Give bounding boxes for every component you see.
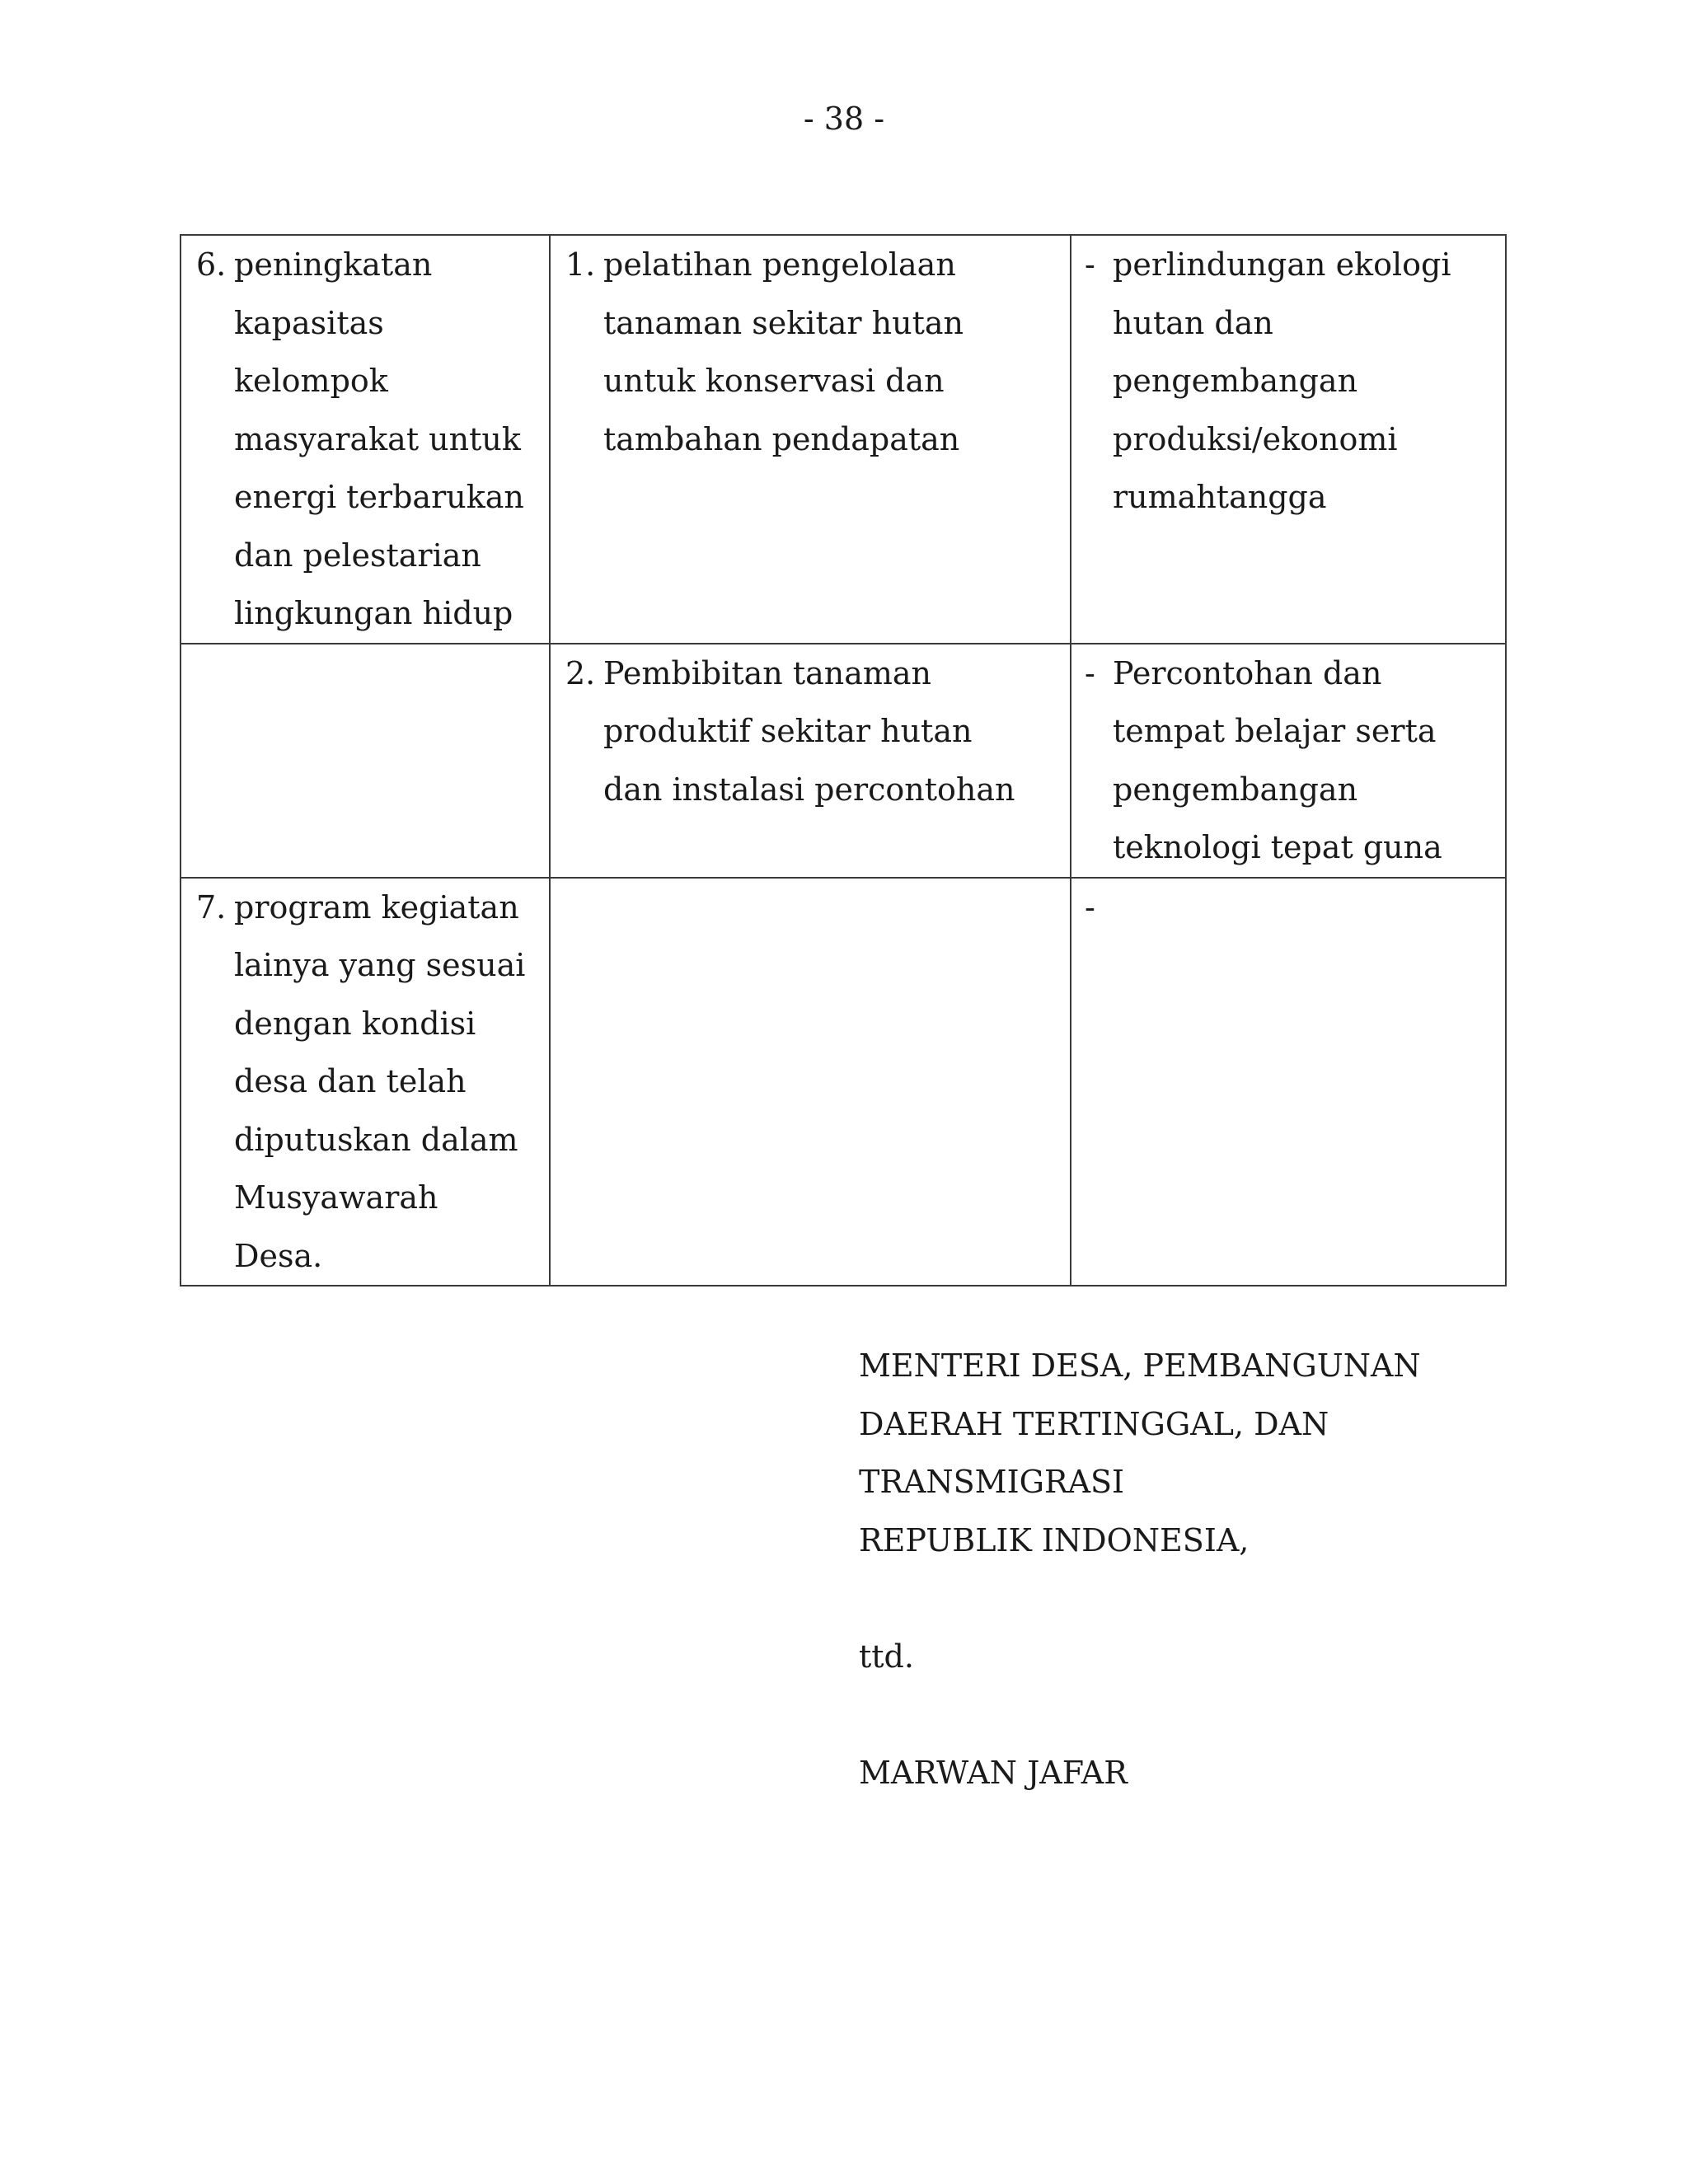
signatory-office-line: TRANSMIGRASI <box>859 1464 1125 1500</box>
text-line: teknologi tepat guna <box>1113 829 1442 865</box>
text-line: program kegiatan <box>234 888 519 926</box>
text-line: tambahan pendapatan <box>603 420 960 457</box>
list-item <box>181 879 549 1286</box>
text-line: lingkungan hidup <box>234 595 513 631</box>
text-line: dan instalasi percontohan <box>603 771 1015 808</box>
text-line: Desa. <box>234 1237 323 1274</box>
signatory-office-line: REPUBLIK INDONESIA, <box>859 1521 1250 1558</box>
signed-note: ttd. <box>859 1638 914 1675</box>
text-line: kapasitas <box>234 304 384 341</box>
text-line: pengembangan <box>1113 363 1358 399</box>
activity-cell <box>550 235 1071 644</box>
text-line: tempat belajar serta <box>1113 713 1437 749</box>
list-item <box>551 236 1070 468</box>
text-line: masyarakat untuk <box>234 420 521 457</box>
bullet-dash: - <box>1085 654 1095 691</box>
signatory-office-line: MENTERI DESA, PEMBANGUNAN <box>859 1347 1421 1384</box>
output-cell <box>1071 878 1506 1286</box>
output-cell <box>1071 235 1506 644</box>
bullet-dash: - <box>1085 246 1095 283</box>
item-number: 2. <box>565 654 596 691</box>
item-number: 7. <box>196 888 227 926</box>
text-line: dan pelestarian <box>234 537 481 574</box>
text-line: diputuskan dalam <box>234 1121 518 1158</box>
text-line: kelompok <box>234 363 388 399</box>
text-line: tanaman sekitar hutan <box>603 304 964 341</box>
text-line: perlindungan ekologi <box>1113 246 1451 283</box>
item-number: 1. <box>565 246 596 283</box>
text-line: produktif sekitar hutan <box>603 713 973 749</box>
text-line: energi terbarukan <box>234 479 524 515</box>
program-cell <box>181 878 550 1286</box>
activity-cell <box>550 878 1071 1286</box>
text-line: lainya yang sesuai <box>234 947 526 983</box>
list-item <box>551 644 1070 819</box>
list-item <box>1071 879 1505 937</box>
signatory-office-line: DAERAH TERTINGGAL, DAN <box>859 1405 1329 1442</box>
activity-cell <box>550 644 1071 878</box>
list-item <box>181 236 549 643</box>
text-line: Musyawarah <box>234 1179 438 1216</box>
signature-block <box>859 1337 1421 1802</box>
table-row <box>181 644 1506 878</box>
table-row <box>181 878 1506 1286</box>
table-row <box>181 235 1506 644</box>
text-line: pengembangan <box>1113 771 1358 808</box>
program-cell <box>181 644 550 878</box>
text-line: hutan dan <box>1113 304 1273 341</box>
output-cell <box>1071 644 1506 878</box>
text-line: dengan kondisi <box>234 1005 476 1042</box>
program-cell <box>181 235 550 644</box>
text-line: Percontohan dan <box>1113 654 1382 691</box>
text-line <box>1113 879 1498 937</box>
text-line: produksi/ekonomi <box>1113 420 1398 457</box>
list-item <box>1071 644 1505 877</box>
list-item <box>1071 236 1505 527</box>
text-line: rumahtangga <box>1113 479 1327 515</box>
text-line: untuk konservasi dan <box>603 363 945 399</box>
item-number: 6. <box>196 246 227 283</box>
signatory-name: MARWAN JAFAR <box>859 1754 1128 1791</box>
text-line: peningkatan <box>234 246 433 283</box>
program-table <box>180 234 1507 1286</box>
bullet-dash: - <box>1085 888 1095 926</box>
text-line: Pembibitan tanaman <box>603 654 932 691</box>
text-line: pelatihan pengelolaan <box>603 246 956 283</box>
page-number: - 38 - <box>803 101 885 137</box>
text-line: desa dan telah <box>234 1063 467 1099</box>
